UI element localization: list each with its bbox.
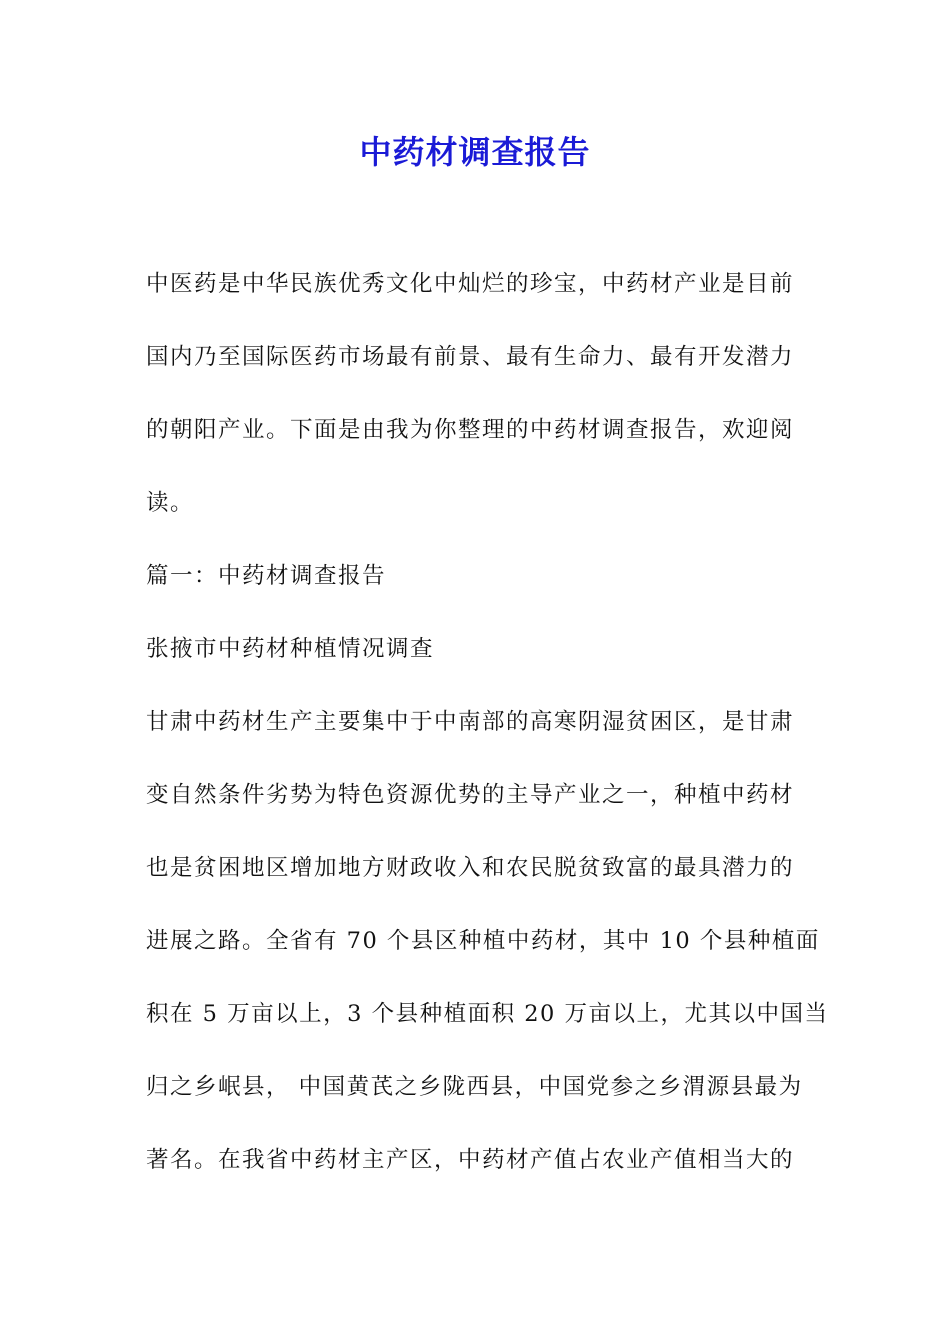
- body-line: 国内乃至国际医药市场最有前景、最有生命力、最有开发潜力: [146, 344, 795, 370]
- body-line: 著名。在我省中药材主产区，中药材产值占农业产值相当大的: [146, 1147, 795, 1173]
- document-title: 中药材调查报告: [359, 133, 591, 171]
- body-line: 甘肃中药材生产主要集中于中南部的高寒阴湿贫困区，是甘肃: [146, 709, 795, 735]
- body-line: 积在 5 万亩以上，3 个县种植面积 20 万亩以上，尤其以中国当: [146, 1001, 829, 1027]
- body-line: 中医药是中华民族优秀文化中灿烂的珍宝，中药材产业是目前: [146, 271, 795, 297]
- body-line: 变自然条件劣势为特色资源优势的主导产业之一，种植中药材: [146, 782, 795, 808]
- section-heading: 篇一：中药材调查报告: [146, 563, 387, 589]
- body-line: 归之乡岷县， 中国黄芪之乡陇西县，中国党参之乡渭源县最为: [146, 1074, 803, 1100]
- body-line: 进展之路。全省有 70 个县区种植中药材，其中 10 个县种植面: [146, 928, 820, 954]
- subsection-heading: 张掖市中药材种植情况调查: [146, 636, 435, 662]
- document-body: [146, 262, 829, 1211]
- body-line: 的朝阳产业。下面是由我为你整理的中药材调查报告，欢迎阅: [146, 417, 795, 443]
- body-line: 读。: [146, 490, 195, 516]
- body-line: 也是贫困地区增加地方财政收入和农民脱贫致富的最具潜力的: [146, 855, 795, 881]
